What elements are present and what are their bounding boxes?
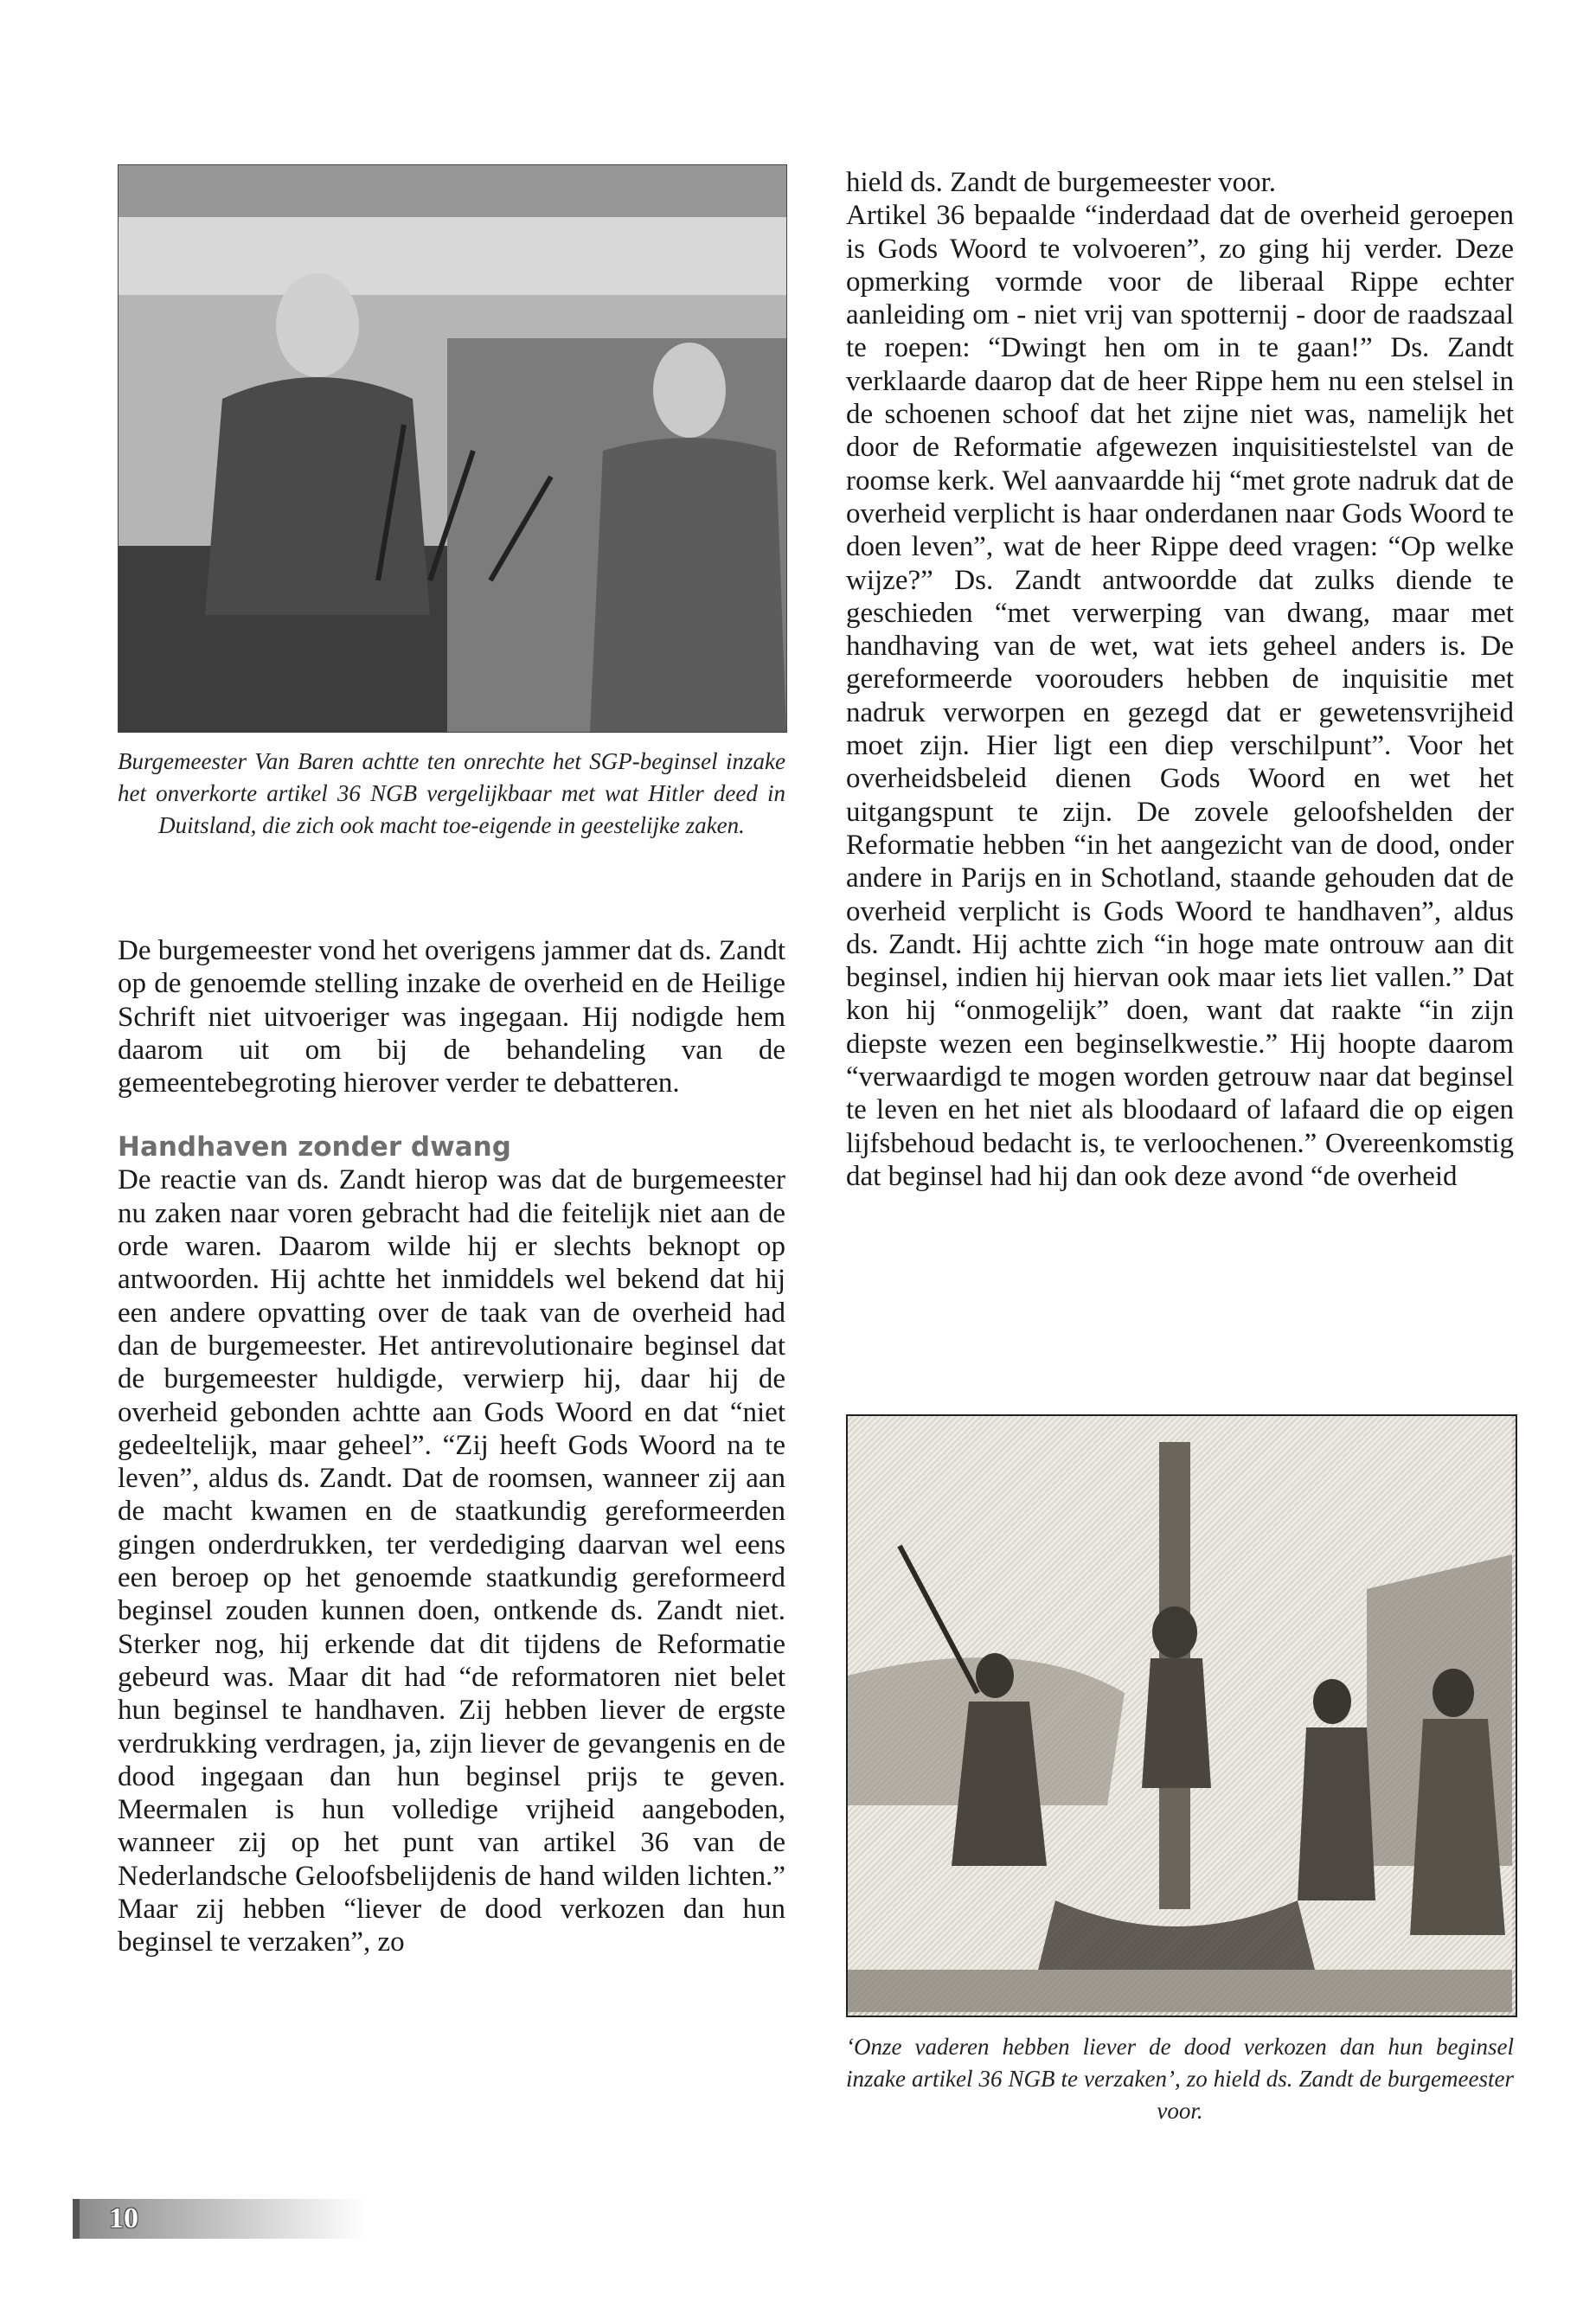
left-paragraph-2: De reactie van ds. Zandt hierop was dat de burgemeester nu zaken naar voren gebracht had die feitelijk niet aan de orde waren. Daarom wilde hij er slechts beknopt op antwoorden. Hij achtte het inmiddels wel bekend dat hij een andere opvatting over de taak van de overheid had dan de burgemeester. Het antirevolutionaire beginsel dat de burgemeester huldigde, verwierp hij, daar hij de overheid gebonden achtte aan Gods Woord en dat “niet gedeeltelijk, maar geheel”. “Zij heeft Gods Woord na te leven”, aldus ds. Zandt. Dat de roomsen, wanneer zij aan de macht kwamen en de staatkundig gereformeerden gingen onderdrukken, ter verdediging daarvan wel eens een beroep op het genoemde staatkundig gereformeerd beginsel zouden kunnen doen, ontkende ds. Zandt niet. Sterker nog, hij erkende dat dit tijdens de Reformatie gebeurd was. Maar dit had “de reformatoren niet belet hun beginsel te handhaven. Zij hebben liever de ergste verdrukking verdragen, ja, zijn liever de gevangenis en de dood ingegaan dan hun beginsel prijs te geven. Meermalen is hun volledige vrijheid aangeboden, wanneer zij op het punt van artikel 36 van de Nederlandsche Geloofsbelijdenis de hand wilden lichten.” Maar zij hebben “liever de dood verkozen dan hun beginsel te verzaken”, zo	[118, 1164, 785, 1958]
caption-photo-left: Burgemeester Van Baren achtte ten onrechte het SGP-beginsel inzake het onverkorte artikel 36 NGB vergelijkbaar met wat Hitler deed in Duitsland, die zich ook macht toe-eigende in geestelijke zaken.	[118, 748, 785, 838]
right-paragraph-1: hield ds. Zandt de burgemeester voor.	[846, 167, 1277, 198]
photo-hitler-speech	[118, 164, 787, 733]
section-heading: Handhaven zonder dwang	[118, 1131, 511, 1163]
right-column	[846, 166, 1514, 1193]
left-column	[118, 934, 785, 1959]
right-paragraph-2: Artikel 36 bepaalde “inderdaad dat de overheid geroepen is Gods Woord te volvoeren”, zo ging hij verder. Deze opmerking vormde voor de liberaal Rippe echter aanleiding om - niet vrij van spotternij - door de raadszaal te roepen: “Dwingt hen om in te gaan!” Ds. Zandt verklaarde daarop dat de heer Rippe hem nu een stelsel in de schoenen schoof dat het zijne niet was, namelijk het door de Reformatie afgewezen inquisitiestelstel van de roomse kerk. Wel aanvaardde hij “met grote nadruk dat de overheid verplicht is haar onderdanen naar Gods Woord te doen leven”, wat de heer Rippe deed vragen: “Op welke wijze?” Ds. Zandt antwoordde dat zulks diende te geschieden “met verwerping van dwang, maar met handhaving van de wet, wat iets geheel anders is. De gereformeerde voorouders hebben de inquisitie met nadruk verworpen en gezegd dat er gewetensvrijheid moet zijn. Hier ligt een diep verschilpunt”. Voor het overheidsbeleid dienen Gods Woord en wet het uitgangspunt te zijn. De zovele geloofshelden der Reformatie hebben “in het aangezicht van de dood, onder andere in Parijs en in Schotland, staande gehouden dat de overheid verplicht is Gods Woord te handhaven”, aldus ds. Zandt. Hij achtte zich “in hoge mate ontrouw aan dit beginsel, indien hij hiervan ook maar iets liet vallen.” Dat kon hij “onmogelijk” doen, want dat raakte “in zijn diepste wezen een beginselkwestie.” Hij hoopte daarom “verwaardigd te mogen worden getrouw naar dat beginsel te leven en het niet als bloodaard of lafaard die op eigen lijfsbehoud bedacht is, te verloochenen.” Overeenkomstig dat beginsel had hij dan ook deze avond “de overheid	[846, 200, 1514, 1192]
page-number: 10	[109, 2202, 138, 2234]
left-paragraph-1: De burgemeester vond het overigens jammer dat ds. Zandt op de genoemde stelling inzake de overheid en de Heilige Schrift niet uitvoeriger was ingegaan. Hij nodigde hem daarom uit om bij de behandeling van de gemeentebegroting hierover verder te debatteren.	[118, 935, 785, 1099]
caption-engraving: ‘Onze vaderen hebben liever de dood verkozen dan hun beginsel inzake artikel 36 NGB te verzaken’, zo hield ds. Zandt de burgemeester voor.	[846, 2034, 1514, 2124]
page-number-notch	[73, 2199, 80, 2239]
engraving-illustration	[848, 1416, 1512, 2012]
engraving-execution-scene	[846, 1414, 1517, 2017]
photo-left-illustration	[119, 165, 786, 732]
page-number-bar	[73, 2199, 367, 2239]
